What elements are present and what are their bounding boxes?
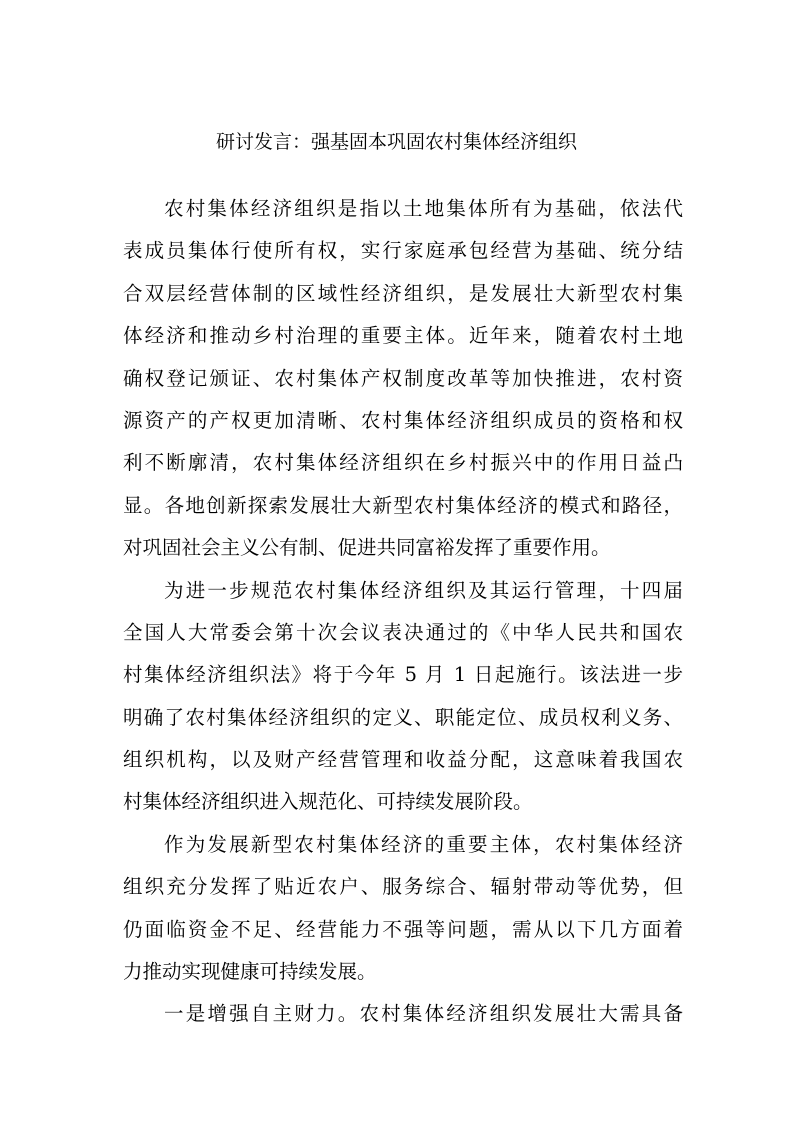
text-line: 村集体经济组织法》将于今年 5 月 1 日起施行。该法进一步 (123, 663, 683, 687)
text-line: 确权登记颁证、农村集体产权制度改革等加快推进，农村资 (123, 366, 683, 390)
text-line: 对巩固社会主义公有制、促进共同富裕发挥了重要作用。 (123, 536, 611, 560)
text-line: 显。各地创新探索发展壮大新型农村集体经济的模式和路径， (123, 493, 683, 517)
text-line: 作为发展新型农村集体经济的重要主体，农村集体经济 (164, 832, 683, 856)
text-line: 体经济和推动乡村治理的重要主体。近年来，随着农村土地 (123, 324, 683, 348)
document-title: 研讨发言：强基固本巩固农村集体经济组织 (215, 131, 577, 153)
text-line: 村集体经济组织进入规范化、可持续发展阶段。 (123, 790, 533, 814)
text-line: 利不断廓清，农村集体经济组织在乡村振兴中的作用日益凸 (123, 451, 683, 475)
document-body (123, 188, 683, 1036)
text-line: 全国人大常委会第十次会议表决通过的《中华人民共和国农 (123, 620, 683, 644)
text-line: 明确了农村集体经济组织的定义、职能定位、成员权利义务、 (123, 705, 683, 729)
text-line: 农村集体经济组织是指以土地集体所有为基础，依法代 (164, 197, 683, 220)
text-line: 合双层经营体制的区域性经济组织，是发展壮大新型农村集 (123, 281, 683, 305)
text-line: 一是增强自主财力。农村集体经济组织发展壮大需具备 (164, 1002, 683, 1026)
text-line: 表成员集体行使所有权，实行家庭承包经营为基础、统分结 (123, 239, 683, 263)
text-line: 源资产的产权更加清晰、农村集体经济组织成员的资格和权 (123, 408, 683, 432)
text-line: 组织机构，以及财产经营管理和收益分配，这意味着我国农 (123, 748, 683, 772)
text-line: 仍面临资金不足、经营能力不强等问题，需从以下几方面着 (123, 917, 683, 941)
text-line: 组织充分发挥了贴近农户、服务综合、辐射带动等优势，但 (123, 875, 683, 899)
text-line: 力推动实现健康可持续发展。 (123, 960, 377, 984)
text-line: 为进一步规范农村集体经济组织及其运行管理，十四届 (164, 578, 683, 602)
